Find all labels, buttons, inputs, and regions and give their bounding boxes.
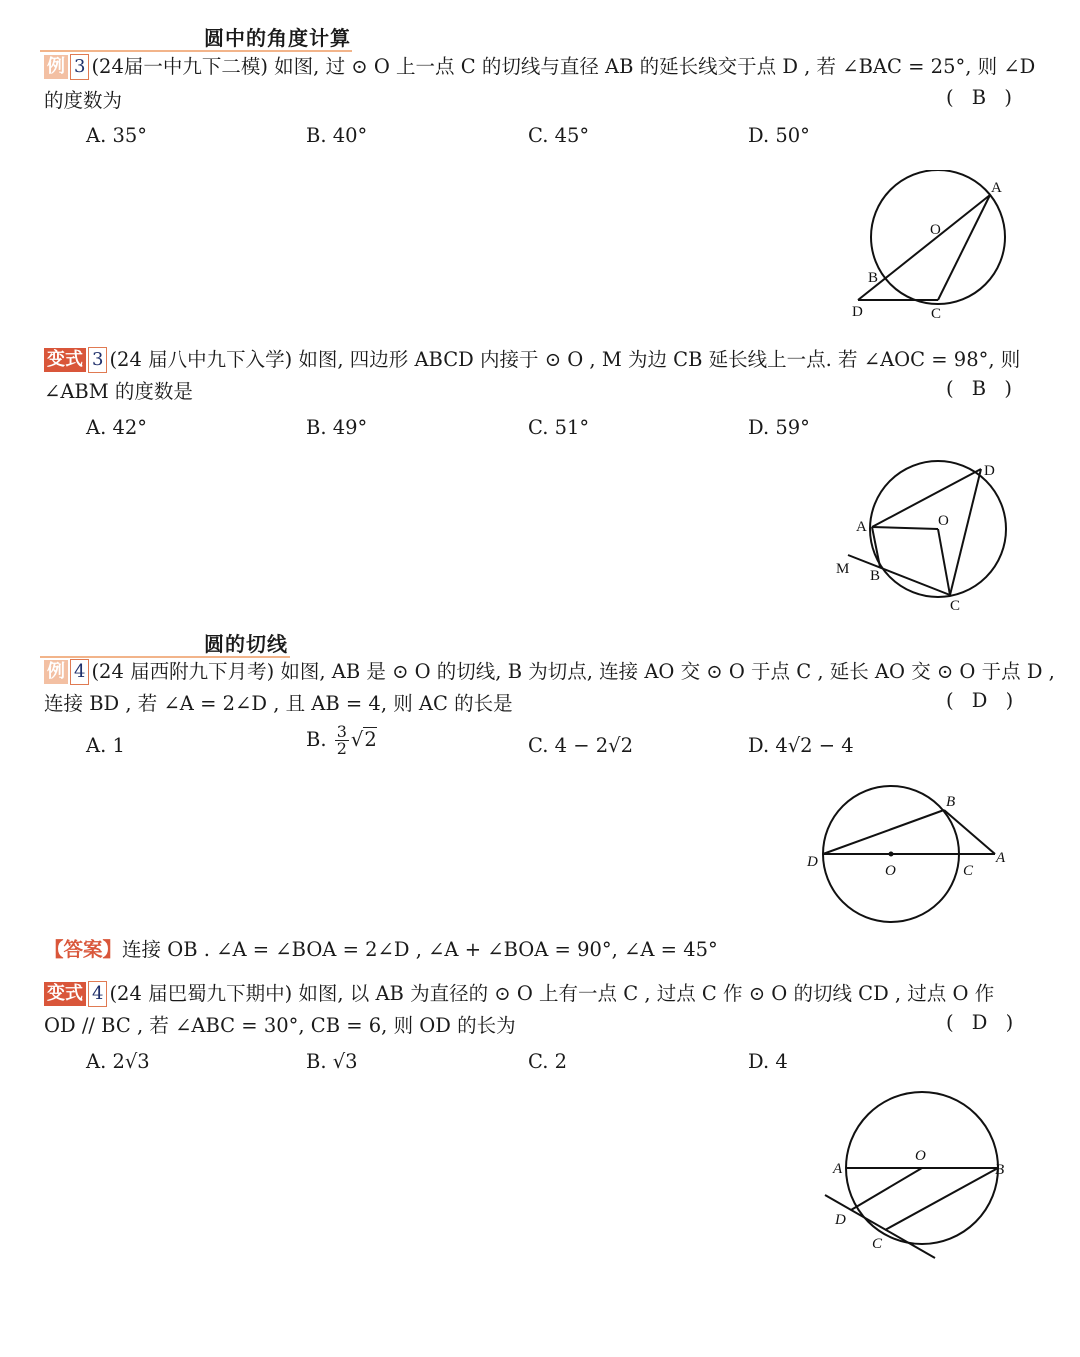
ex3-question-line2: 的度数为 [44,89,123,112]
var4-label-c: C [872,1236,883,1252]
ex4-label-b: B [946,794,956,810]
fraction-numerator: 3 [336,722,347,741]
ex4-label-c: C [963,863,974,879]
var4-option-b: B. √3 [306,1050,358,1073]
ex3-option-c: C. 45° [528,124,590,147]
var3-label-c: C [950,598,961,614]
ex3-figure [840,170,1030,330]
var4-label-d: D [835,1212,846,1228]
var3-tag: 变式 [44,348,86,372]
var4-option-a: A. 2√3 [86,1050,150,1073]
answer-text: 连接 OB . ∠A = ∠BOA = 2∠D , ∠A + ∠BOA = 90°, ∠A = 45° [122,938,718,961]
ex3-answer: ( B ) [946,86,1018,109]
var4-question-line1 [44,979,994,1009]
ex3-num: 3 [70,54,89,80]
ex4-option-d: D. 4√2 − 4 [748,734,854,757]
ex3-label-o: O [930,222,941,238]
var3-option-b: B. 49° [306,416,368,439]
var3-text1: (24 届八中九下入学) 如图, 四边形 ABCD 内接于 ⊙ O , M 为边 CB 延长线上一点. 若 ∠AOC = 98°, 则 [109,348,1021,371]
var4-text1: (24 届巴蜀九下期中) 如图, 以 AB 为直径的 ⊙ O 上有一点 C , 过点 C 作 ⊙ O 的切线 CD , 过点 O 作 [109,982,995,1005]
ex3-option-b: B. 40° [306,124,368,147]
ex3-option-a: A. 35° [86,124,148,147]
ex3-label-b: B [868,270,879,286]
ex4-option-b: B. $\frac{3}{2}$ √2 [306,722,377,758]
var4-tag: 变式 [44,982,86,1006]
ex4-answer: ( D ) [946,689,1020,712]
ex3-option-d: D. 50° [748,124,810,147]
ex4-text1: (24 届西附九下月考) 如图, AB 是 ⊙ O 的切线, B 为切点, 连接 AO 交 ⊙ O 于点 C , 延长 AO 交 ⊙ O 于点 D , [91,660,1055,683]
var3-label-m: M [836,561,850,577]
var3-figure [826,455,1026,620]
var4-label-a: A [833,1161,843,1177]
section-title-angles: 圆中的角度计算 [204,26,351,50]
var3-label-d: D [984,463,995,479]
fraction-denominator: 2 [336,739,347,758]
ex3-label-a: A [991,180,1002,196]
ex4-option-b-prefix: B. [306,728,327,751]
var3-option-c: C. 51° [528,416,590,439]
ex4-figure [800,780,1030,930]
ex3-label-c: C [931,306,942,322]
ex4-tag: 例 [44,660,68,684]
answer-tag: 【答案】 [44,938,123,961]
ex4-question-line1 [44,657,1055,687]
section-title-tangent: 圆的切线 [204,632,288,656]
var3-question-line1 [44,345,1020,375]
ex3-text1: (24届一中九下二模) 如图, 过 ⊙ O 上一点 C 的切线与直径 AB 的延长线交于点 D , 若 ∠BAC = 25°, 则 ∠D [91,55,1036,78]
var3-question-line2: ∠ABM 的度数是 [44,380,193,403]
ex4-num: 4 [70,659,89,685]
var3-label-b: B [870,568,881,584]
ex4-option-c: C. 4 − 2√2 [528,734,634,757]
var3-answer: ( B ) [946,377,1018,400]
var3-option-d: D. 59° [748,416,810,439]
ex4-label-d: D [807,854,818,870]
var4-question-line2: OD // BC , 若 ∠ABC = 30°, CB = 6, 则 OD 的长为 [44,1014,516,1037]
var4-figure [815,1090,1030,1270]
ex4-option-a: A. 1 [86,734,125,757]
ex3-label-d: D [852,304,863,320]
var4-answer: ( D ) [946,1011,1020,1034]
var3-label-a: A [856,519,867,535]
ex3-tag: 例 [44,55,68,79]
var4-num: 4 [88,981,107,1007]
var3-option-a: A. 42° [86,416,148,439]
ex4-question-line2: 连接 BD , 若 ∠A = 2∠D , 且 AB = 4, 则 AC 的长是 [44,692,513,715]
ex3-question-line1 [44,52,1035,82]
var3-label-o: O [938,513,949,529]
ex4-label-o: O [885,863,896,879]
var4-option-c: C. 2 [528,1050,568,1073]
var4-option-d: D. 4 [748,1050,788,1073]
fraction [335,724,349,757]
ex4-label-a: A [996,850,1006,866]
ex4-answer-note [44,935,718,965]
radicand: 2 [364,728,377,751]
var3-num: 3 [88,347,107,373]
var4-label-o: O [915,1148,926,1164]
var4-label-b: B [995,1162,1005,1178]
